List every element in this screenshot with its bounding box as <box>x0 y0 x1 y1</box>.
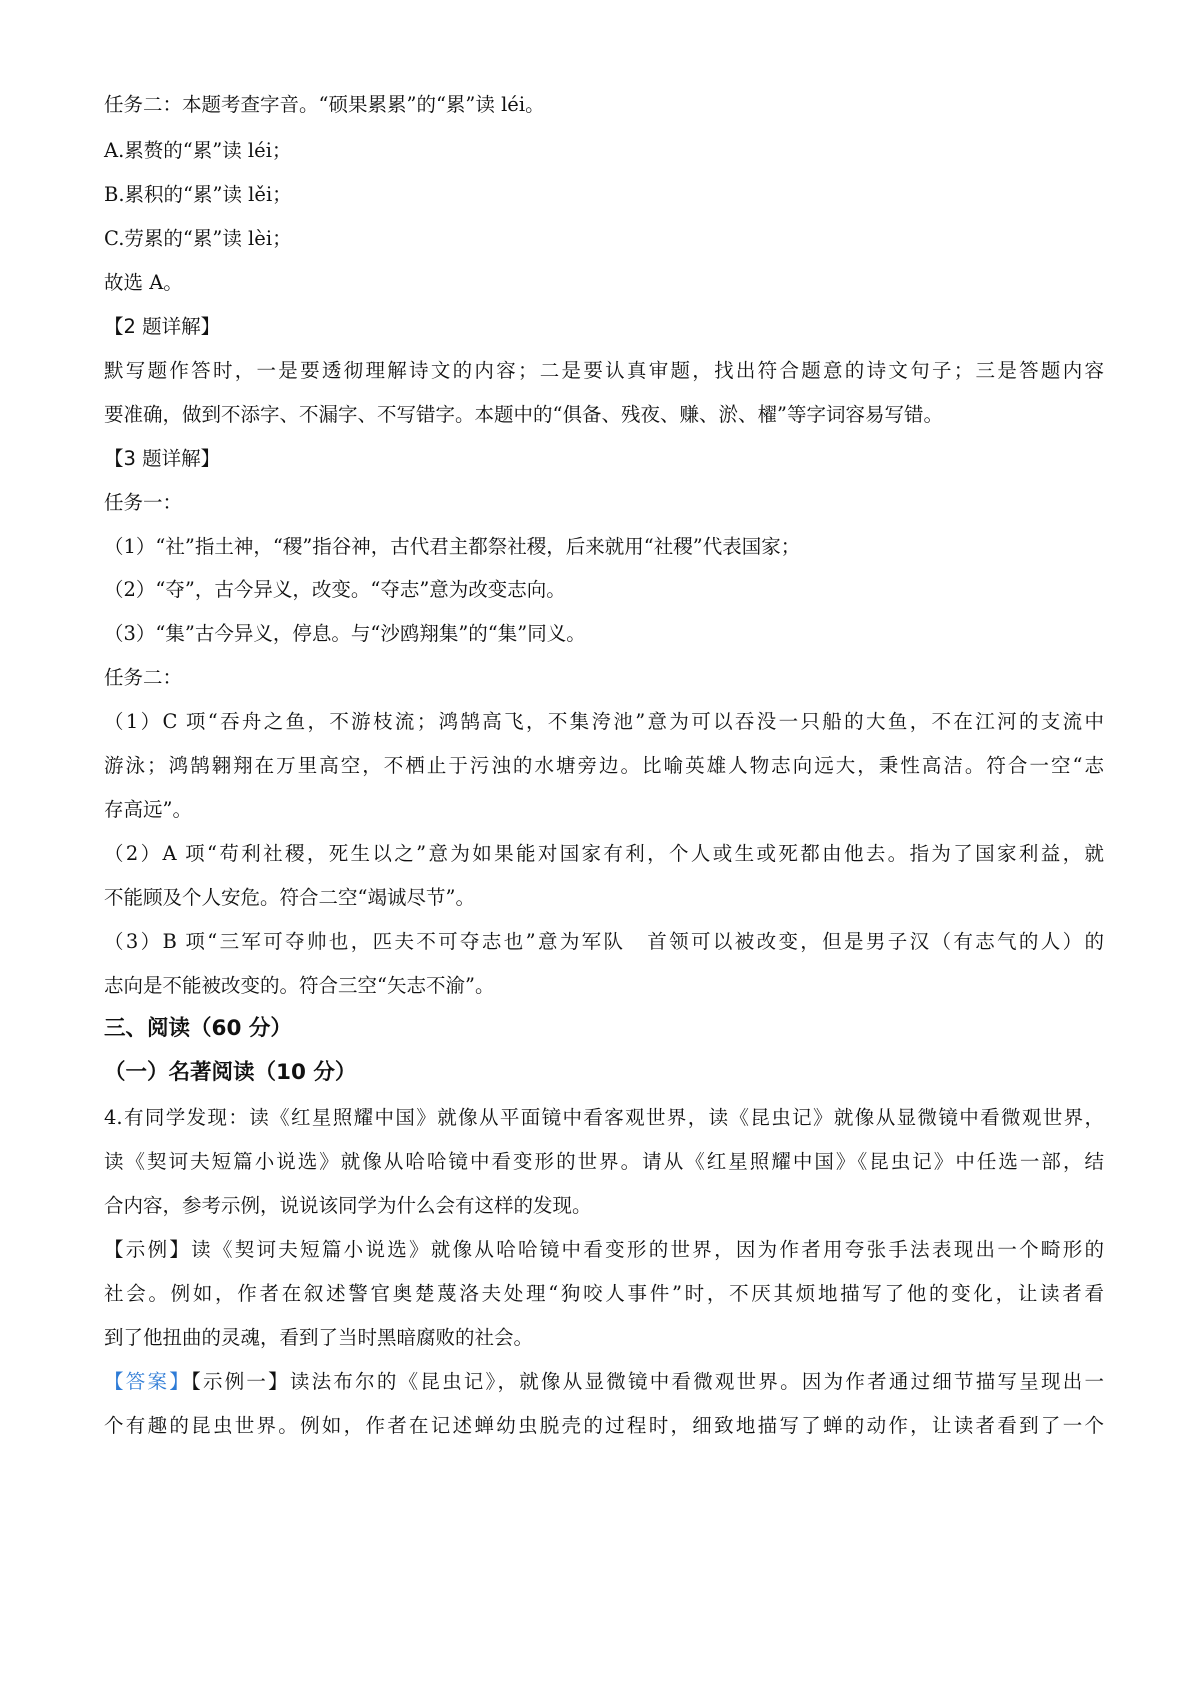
text-line: 默写题作答时，一是要透彻理解诗文的内容；二是要认真审题，找出符合题意的诗文句子；三是答题内容 <box>104 359 1104 382</box>
subheading-2: 【2 题详解】 <box>104 315 221 338</box>
subsection-heading: （一）名著阅读（10 分） <box>104 1060 357 1085</box>
question-line: 合内容，参考示例，说说该同学为什么会有这样的发现。 <box>104 1194 592 1217</box>
answer-line: 个有趣的昆虫世界。例如，作者在记述蝉幼虫脱壳的过程时，细致地描写了蝉的动作，让读者看到了一个 <box>104 1414 1104 1437</box>
text-line: 任务二： <box>104 666 183 689</box>
example-line: 【示例】读《契诃夫短篇小说选》就像从哈哈镜中看变形的世界，因为作者用夸张手法表现出一个畸形的 <box>104 1238 1104 1261</box>
text-line: （2）“夺”，古今异义，改变。“夺志”意为改变志向。 <box>104 578 566 601</box>
text-line: C.劳累的“累”读 lèi； <box>104 227 292 250</box>
section-heading: 三、阅读（60 分） <box>104 1016 292 1041</box>
example-line: 到了他扭曲的灵魂，看到了当时黑暗腐败的社会。 <box>104 1326 534 1349</box>
answer-line <box>104 1370 1104 1394</box>
text-line: （2）A 项“苟利社稷，死生以之”意为如果能对国家有利，个人或生或死都由他去。指为了国家利益，就 <box>104 842 1104 865</box>
question-line: 4.有同学发现：读《红星照耀中国》就像从平面镜中看客观世界，读《昆虫记》就像从显微镜中看微观世界， <box>104 1106 1104 1129</box>
text-line: 故选 A。 <box>104 271 183 294</box>
text-line: （3）“集”古今异义，停息。与“沙鸥翔集”的“集”同义。 <box>104 622 586 645</box>
question-line: 读《契诃夫短篇小说选》就像从哈哈镜中看变形的世界。请从《红星照耀中国》《昆虫记》中任选一部，结 <box>104 1150 1104 1173</box>
text-line: 任务二：本题考查字音。“硕果累累”的“累”读 léi。 <box>104 93 545 116</box>
text-line: B.累积的“累”读 lěi； <box>104 183 292 206</box>
text-line: （1）C 项“吞舟之鱼，不游枝流；鸿鹄高飞，不集洿池”意为可以吞没一只船的大鱼，不在江河的支流中 <box>104 710 1104 733</box>
text-line: A.累赘的“累”读 léi； <box>104 139 292 162</box>
text-line: 不能顾及个人安危。符合二空“竭诚尽节”。 <box>104 886 475 909</box>
text-line: 任务一： <box>104 491 183 514</box>
text-line: 志向是不能被改变的。符合三空“矢志不渝”。 <box>104 974 495 997</box>
answer-text: 【示例一】读法布尔的《昆虫记》，就像从显微镜中看微观世界。因为作者通过细节描写呈现出一 <box>190 1370 1104 1393</box>
example-line: 社会。例如，作者在叙述警官奥楚蔑洛夫处理“狗咬人事件”时，不厌其烦地描写了他的变化，让读者看 <box>104 1282 1104 1305</box>
subheading-3: 【3 题详解】 <box>104 447 221 470</box>
text-line: 存高远”。 <box>104 798 192 821</box>
text-line: 要准确，做到不添字、不漏字、不写错字。本题中的“俱备、残夜、赚、淤、櫂”等字词容易写错。 <box>104 403 943 426</box>
text-line: 游泳；鸿鹄翱翔在万里高空，不栖止于污浊的水塘旁边。比喻英雄人物志向远大，秉性高洁。符合一空“志 <box>104 754 1104 777</box>
text-line: （1）“社”指土神，“稷”指谷神，古代君主都祭社稷，后来就用“社稷”代表国家； <box>104 535 801 558</box>
text-line: （3）B 项“三军可夺帅也，匹夫不可夺志也”意为军队 首领可以被改变，但是男子汉（有志气的人）的 <box>104 930 1104 953</box>
answer-label: 【答案】 <box>104 1370 191 1393</box>
